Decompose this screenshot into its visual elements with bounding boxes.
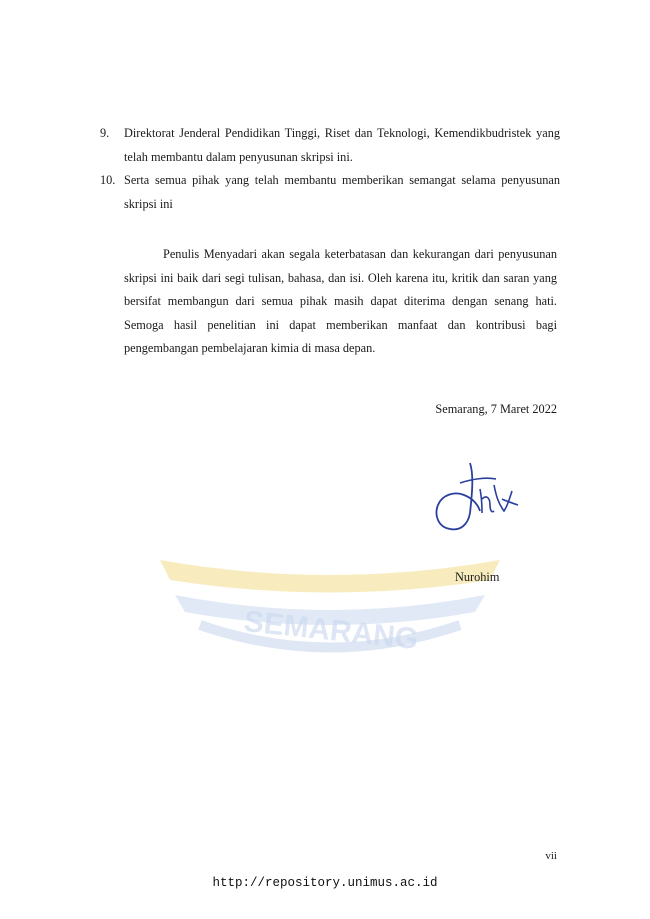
handwritten-signature xyxy=(430,455,525,535)
closing-paragraph: Penulis Menyadari akan segala keterbatasan dan kekurangan dari penyusunan skripsi ini baik dari segi tulisan, bahasa, dan isi. Oleh karena itu, kritik dan saran yang bersifat membangun dari semua pihak masih dapat diterima dengan senang hati. Semoga hasil penelitian ini dapat memberikan manfaat dan kontribusi bagi pengembangan pembelajaran kimia di masa depan. xyxy=(124,247,557,355)
watermark-text: SEMARANG xyxy=(242,604,420,657)
list-number: 10. xyxy=(100,173,116,187)
university-logo-watermark xyxy=(150,540,510,680)
place-date: Semarang, 7 Maret 2022 xyxy=(435,402,557,416)
signer-name: Nurohim xyxy=(455,570,500,584)
acknowledgement-list xyxy=(100,122,560,216)
page-number: vii xyxy=(545,850,557,862)
list-item xyxy=(100,122,560,169)
list-number: 9. xyxy=(100,126,110,140)
repository-url[interactable]: http://repository.unimus.ac.id xyxy=(212,876,438,890)
list-item xyxy=(100,169,560,216)
list-text: Direktorat Jenderal Pendidikan Tinggi, Riset dan Teknologi, Kemendikbudristek yang telah membantu dalam penyusunan skripsi ini. xyxy=(124,126,560,164)
list-text: Serta semua pihak yang telah membantu memberikan semangat selama penyusunan skripsi ini xyxy=(124,173,560,211)
